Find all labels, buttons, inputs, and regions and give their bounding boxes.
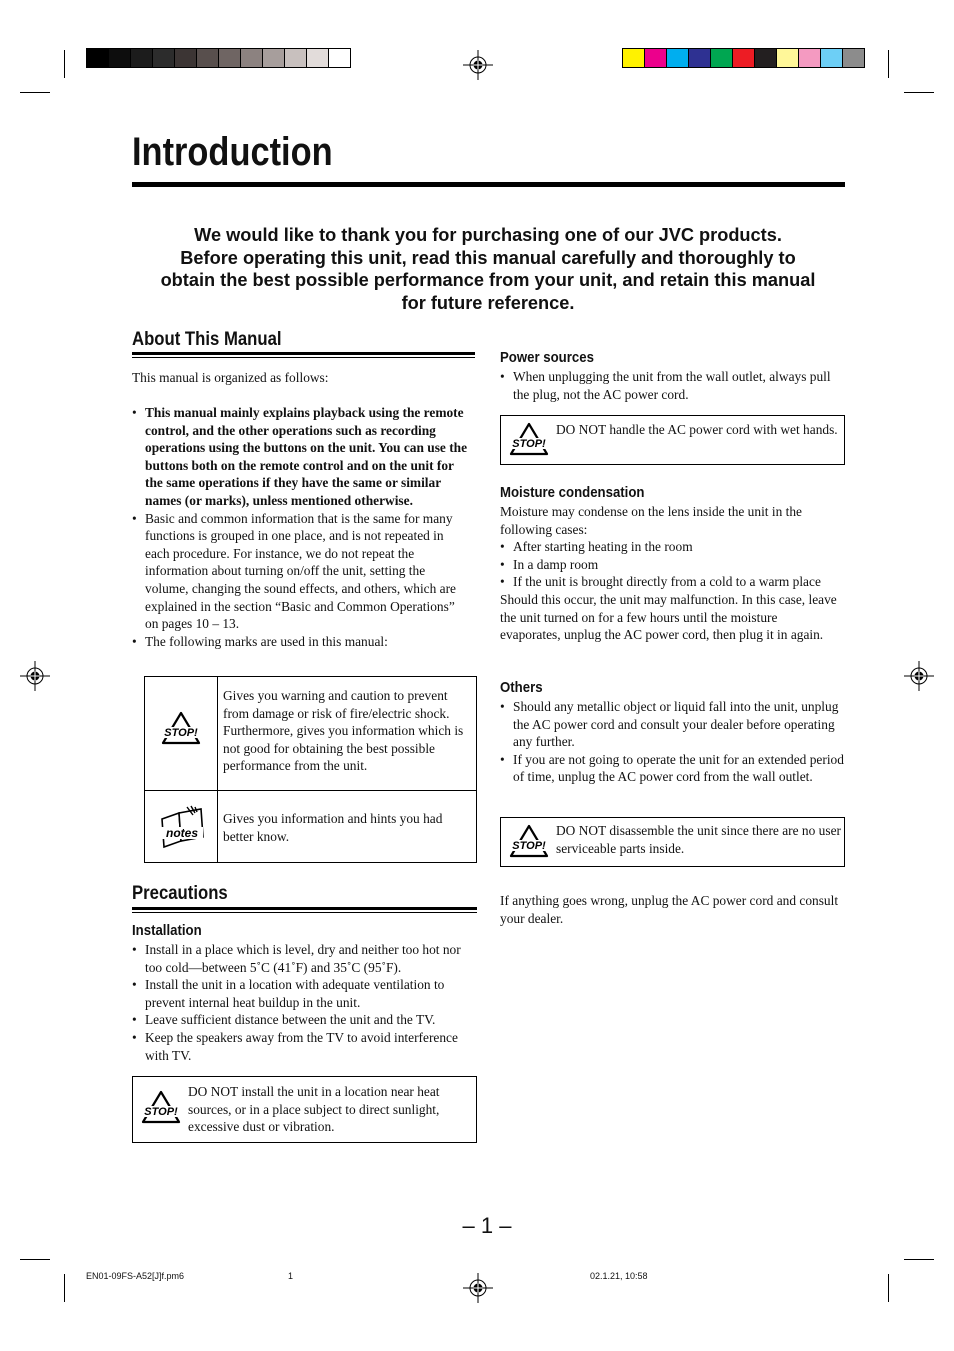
registration-mark-icon (20, 661, 50, 691)
color-swatch (842, 48, 865, 68)
list-item: • Basic and common information that is the same for many functions is grouped in one place, and is not repeated in each procedure. For instance, we do not repeat the information about turning on/off the unit, setting the volume, changing the sound effects, and others, which are explained in the section “Basic and Common Operations” on pages 10 – 13. (132, 510, 468, 633)
list-item (132, 404, 468, 510)
page-number: – 1 – (462, 1213, 512, 1238)
marks-table (144, 676, 477, 863)
stop-icon (140, 1090, 182, 1126)
crop-mark (904, 92, 934, 93)
gray-swatch (262, 48, 285, 68)
about-lead: This manual is organized as follows: (132, 370, 329, 385)
stop-icon (508, 422, 550, 458)
notes-label: notes (165, 826, 199, 840)
table-divider (217, 677, 218, 862)
intro-line: We would like to thank you for purchasing one of our JVC products. (194, 225, 782, 245)
list-item: • Install the unit in a location with adequate ventilation to prevent internal heat buildup in the unit. (132, 976, 470, 1011)
color-swatch (754, 48, 777, 68)
color-swatch (622, 48, 645, 68)
table-divider (145, 790, 476, 791)
section-rule (132, 357, 475, 358)
registration-mark-icon (904, 661, 934, 691)
section-rule (132, 907, 477, 910)
list-item: • When unplugging the unit from the wall outlet, always pull the plug, not the AC power cord. (500, 368, 840, 403)
list-item: • If the unit is brought directly from a cold to a warm place (500, 573, 850, 591)
stop-label: STOP! (512, 840, 546, 852)
stop-icon (160, 711, 202, 747)
warning-text: DO NOT handle the AC power cord with wet hands. (556, 422, 838, 437)
closing-text: If anything goes wrong, unplug the AC power cord and consult your dealer. (500, 893, 839, 926)
crop-mark (888, 50, 889, 78)
crop-mark (64, 50, 65, 78)
section-heading-precautions: Precautions (132, 883, 228, 904)
list-item: • In a damp room (500, 556, 850, 574)
warning-box (500, 415, 845, 465)
color-swatch (820, 48, 843, 68)
gray-swatch (240, 48, 263, 68)
moisture-list (500, 538, 850, 591)
mark-description: Gives you information and hints you had better know. (223, 811, 443, 844)
installation-list (132, 941, 470, 1064)
gray-swatch (174, 48, 197, 68)
crop-mark (20, 1259, 50, 1260)
list-item: • The following marks are used in this manual: (132, 633, 468, 651)
list-item: • If you are not going to operate the unit for an extended period of time, unplug the AC power cord from the wall outlet. (500, 751, 847, 786)
stop-icon (508, 824, 550, 860)
color-swatch (666, 48, 689, 68)
subheading-power: Power sources (500, 349, 594, 366)
crop-mark (20, 92, 50, 93)
intro-text (110, 224, 866, 314)
gray-swatch (130, 48, 153, 68)
gray-swatch (218, 48, 241, 68)
section-heading-about: About This Manual (132, 329, 282, 350)
crop-mark (888, 1274, 889, 1302)
section-rule (132, 912, 477, 913)
others-list (500, 698, 847, 786)
list-item: • Keep the speakers away from the TV to avoid interference with TV. (132, 1029, 470, 1064)
stop-label: STOP! (512, 438, 546, 450)
crop-mark (64, 1274, 65, 1302)
moisture-lead: Moisture may condense on the lens inside the unit in the following cases: (500, 504, 802, 537)
mark-description: Gives you warning and caution to prevent from damage or risk of fire/electric shock. Furthermore, gives you information which is not good for obtaining the best possible performance from the unit. (223, 688, 464, 774)
footer-date: 02.1.21, 10:58 (590, 1271, 648, 1281)
gray-swatch (108, 48, 131, 68)
section-rule (132, 352, 475, 355)
registration-mark-icon (463, 1273, 493, 1303)
gray-swatch (152, 48, 175, 68)
color-swatch (710, 48, 733, 68)
color-swatch (688, 48, 711, 68)
intro-line: Before operating this unit, read this manual carefully and thoroughly to (180, 247, 796, 268)
warning-box (132, 1076, 477, 1143)
warning-text: DO NOT install the unit in a location near heat sources, or in a place subject to direct sunlight, excessive dust or vibration. (188, 1084, 440, 1135)
color-swatch (776, 48, 799, 68)
subheading-others: Others (500, 679, 543, 696)
crop-mark (904, 1259, 934, 1260)
stop-label: STOP! (144, 1106, 178, 1118)
warning-box (500, 817, 845, 867)
about-bold-item: This manual mainly explains playback using the remote control, and the other operations such as recording operations using the buttons on the unit. You can use the buttons both on the remote control and on the unit for the same operations if they have the same or similar names (or marks), unless mentioned otherwise. (145, 405, 468, 508)
subheading-installation: Installation (132, 922, 202, 939)
gray-swatch (196, 48, 219, 68)
gray-swatch (284, 48, 307, 68)
intro-line: obtain the best possible performance from your unit, and retain this manual (160, 270, 816, 290)
notes-icon (157, 805, 207, 851)
title-rule (132, 182, 845, 187)
about-list (132, 404, 468, 650)
subheading-moisture: Moisture condensation (500, 484, 645, 501)
list-item: • Leave sufficient distance between the unit and the TV. (132, 1011, 470, 1029)
footer-page: 1 (288, 1271, 294, 1281)
gray-swatch (328, 48, 351, 68)
stop-label: STOP! (164, 727, 198, 739)
color-swatch (732, 48, 755, 68)
color-swatch (644, 48, 667, 68)
intro-line: for future reference. (401, 292, 575, 313)
gray-swatch (86, 48, 109, 68)
list-item: • After starting heating in the room (500, 538, 850, 556)
footer-file: EN01-09FS-A52[J]f.pm6 (86, 1271, 185, 1281)
list-item: • Install in a place which is level, dry and neither too hot nor too cold—between 5˚C (41˚F) and 35˚C (95˚F). (132, 941, 470, 976)
registration-mark-icon (463, 50, 493, 80)
power-list (500, 368, 840, 403)
moisture-after: Should this occur, the unit may malfunction. In this case, leave the unit turned on for a few hours until the moisture evaporates, unplug the AC power cord, then plug it in again. (500, 592, 837, 643)
warning-text: DO NOT disassemble the unit since there are no user serviceable parts inside. (556, 823, 841, 856)
gray-swatch (306, 48, 329, 68)
list-item: • Should any metallic object or liquid fall into the unit, unplug the AC power cord and consult your dealer before operating any further. (500, 698, 847, 751)
page-title: Introduction (132, 130, 333, 174)
color-swatch (798, 48, 821, 68)
